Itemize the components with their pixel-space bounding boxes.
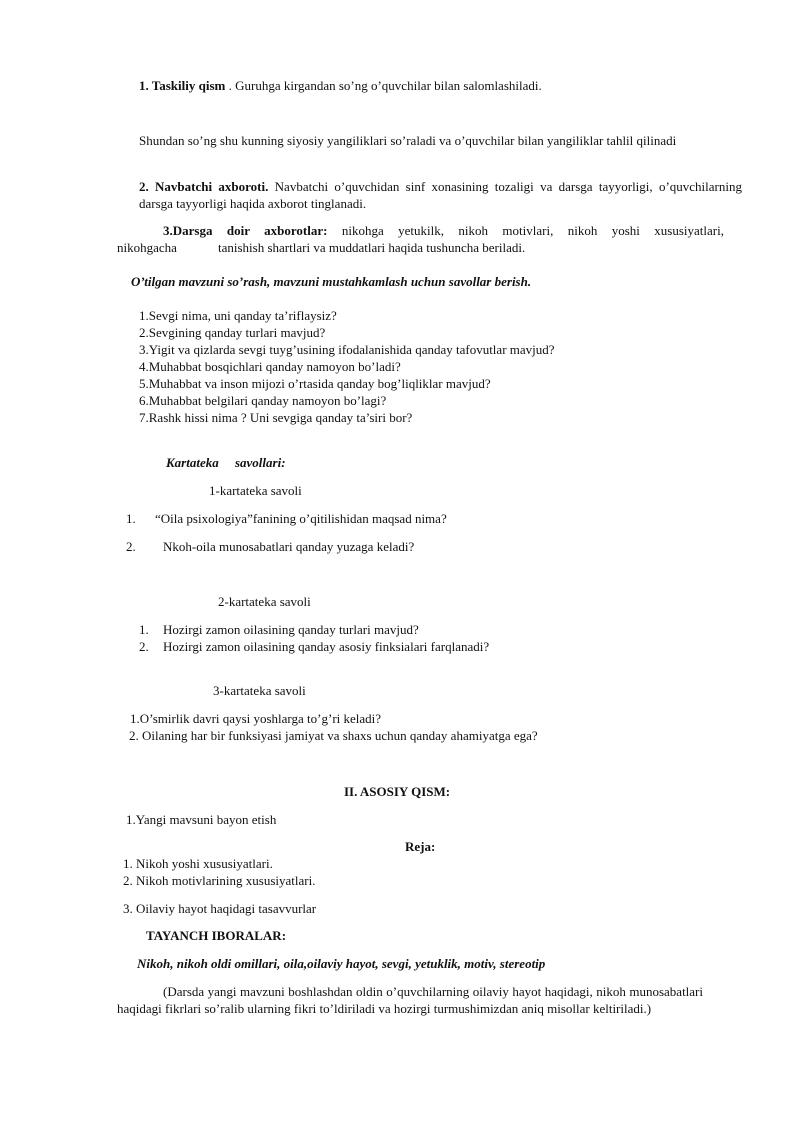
review-question: 2.Sevgining qanday turlari mavjud? xyxy=(139,325,326,340)
card-1-q2: Nkoh-oila munosabatlari qanday yuzaga keladi? xyxy=(163,539,415,554)
card-2-title: 2-kartateka savoli xyxy=(218,594,311,609)
plan-item: 1. Nikoh yoshi xususiyatlari. xyxy=(123,856,273,871)
card-1-q1-number: 1. xyxy=(126,511,136,526)
card-1-q1: “Oila psixologiya”fanining o’qitilishidan maqsad nima? xyxy=(155,511,447,526)
section-1-line xyxy=(139,77,542,94)
news-paragraph: Shundan so’ng shu kunning siyosiy yangiliklari so’raladi va o’quvchilar bilan yangiliklar tahlil qilinadi xyxy=(139,133,677,148)
section-3-line-2a: nikohgacha xyxy=(117,240,177,255)
main-item-1: 1.Yangi mavsuni bayon etish xyxy=(126,812,277,827)
card-2-q2-number: 2. xyxy=(139,639,149,654)
section-2-title: 2. Navbatchi axboroti. xyxy=(139,179,269,194)
card-3-title: 3-kartateka savoli xyxy=(213,683,306,698)
review-question: 6.Muhabbat belgilari qanday namoyon bo’lagi? xyxy=(139,393,387,408)
section-2-text: Navbatchi o’quvchidan sinf xonasining tozaligi va darsga tayyorligi, o’quvchilarning darsga tayyorligi haqida axborot tinglanadi. xyxy=(139,179,742,211)
plan-item: 2. Nikoh motivlarining xususiyatlari. xyxy=(123,873,316,888)
section-3-title: 3.Darsga doir axborotlar: xyxy=(163,223,328,238)
section-3-line-1 xyxy=(163,222,724,239)
card-1-title: 1-kartateka savoli xyxy=(209,483,302,498)
key-terms: Nikoh, nikoh oldi omillari, oila,oilaviy hayot, sevgi, yetuklik, motiv, stereotip xyxy=(137,956,546,971)
cards-heading: Kartateka savollari: xyxy=(166,455,286,470)
section-3-line-2b: tanishish shartlari va muddatlari haqida tushuncha beriladi. xyxy=(218,240,526,255)
section-1-text: . Guruhga kirgandan so’ng o’quvchilar bilan salomlashiladi. xyxy=(225,78,542,93)
card-3-q1: 1.O’smirlik davri qaysi yoshlarga to’g’ri keladi? xyxy=(130,711,382,726)
card-3-q2: 2. Oilaning har bir funksiyasi jamiyat va shaxs uchun qanday ahamiyatga ega? xyxy=(129,728,538,743)
card-2-q2: Hozirgi zamon oilasining qanday asosiy finksialari farqlanadi? xyxy=(163,639,490,654)
main-heading: II. ASOSIY QISM: xyxy=(344,784,451,799)
card-1-q2-number: 2. xyxy=(126,539,136,554)
section-1-title: 1. Taskiliy qism xyxy=(139,78,226,93)
review-question: 7.Rashk hissi nima ? Uni sevgiga qanday ta’siri bor? xyxy=(139,410,413,425)
plan-item: 3. Oilaviy hayot haqidagi tasavvurlar xyxy=(123,901,317,916)
section-3-line1: nikohga yetukilk, nikoh motivlari, nikoh yoshi xususiyatlari, xyxy=(327,223,724,238)
plan-heading: Reja: xyxy=(405,839,436,854)
review-heading: O’tilgan mavzuni so’rash, mavzuni mustahkamlash uchun savollar berish. xyxy=(131,274,532,289)
section-2-paragraph xyxy=(139,178,742,212)
review-question: 5.Muhabbat va inson mijozi o’rtasida qanday bog’liqliklar mavjud? xyxy=(139,376,491,391)
key-terms-heading: TAYANCH IBORALAR: xyxy=(146,928,287,943)
review-question: 4.Muhabbat bosqichlari qanday namoyon bo’ladi? xyxy=(139,359,401,374)
teacher-note: (Darsda yangi mavzuni boshlashdan oldin o’quvchilarning oilaviy hayot haqidagi, nikoh munosabatlari haqidagi fikrlari so’ralib ularning fikri to’ldiriladi va hozirgi turmushimizdan aniq misollar keltiriladi.) xyxy=(117,984,703,1016)
review-question: 1.Sevgi nima, uni qanday ta’riflaysiz? xyxy=(139,308,337,323)
card-2-q1: Hozirgi zamon oilasining qanday turlari mavjud? xyxy=(163,622,419,637)
card-2-q1-number: 1. xyxy=(139,622,149,637)
review-question: 3.Yigit va qizlarda sevgi tuyg’usining ifodalanishida qanday tafovutlar mavjud? xyxy=(139,342,555,357)
